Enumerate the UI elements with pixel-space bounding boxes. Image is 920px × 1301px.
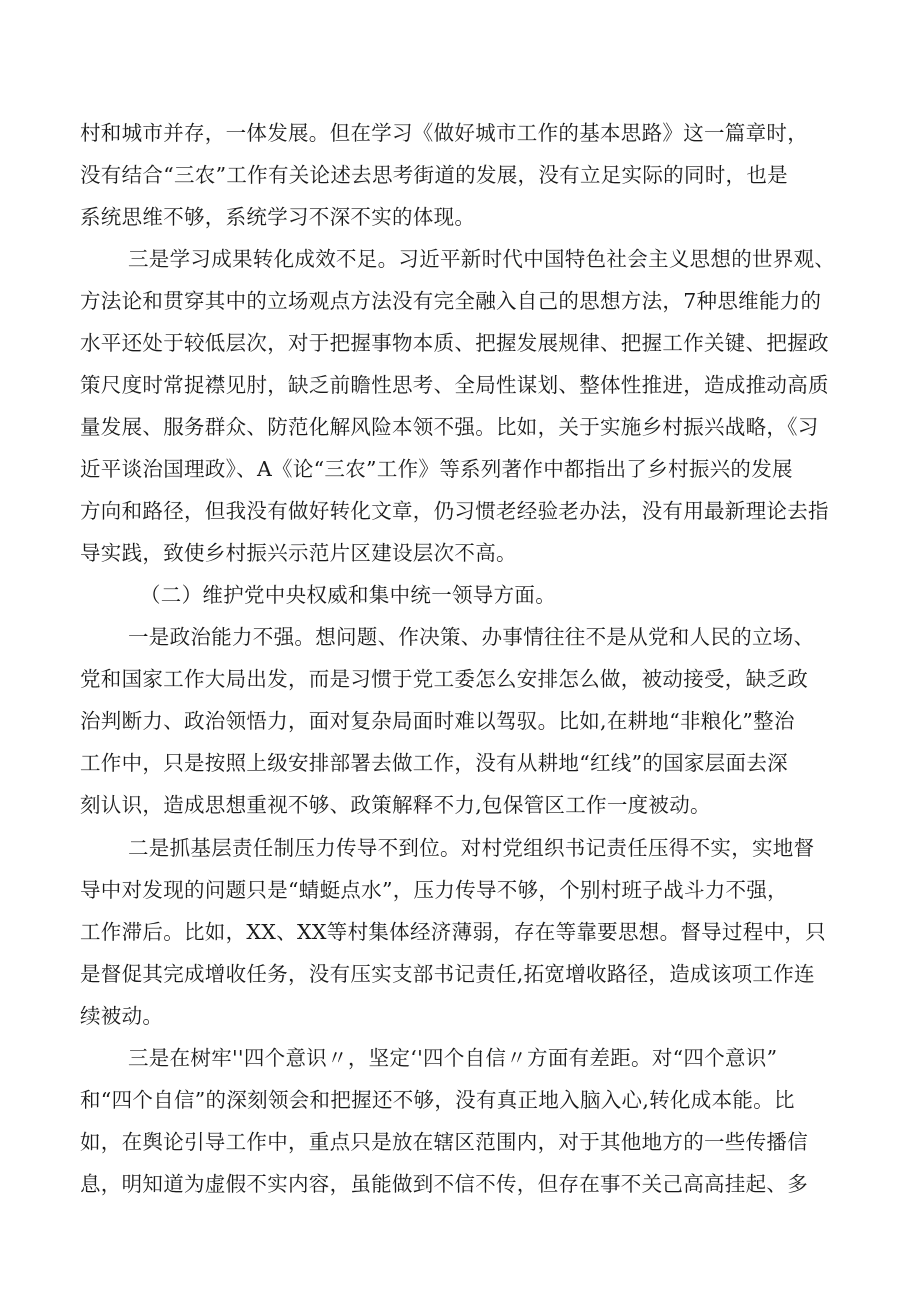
text-line: 如，在舆论引导工作中，重点只是放在辖区范围内，对于其他地方的一些传播信 [80,1130,808,1154]
text-line: 没有结合“三农”工作有关论述去思考街道的发展，没有立足实际的同时，也是 [80,163,788,187]
text-line: 刻认识，造成思想重视不够、政策解释不力,包保管区工作一度被动。 [80,793,711,817]
text-line: 和“四个自信”的深刻领会和把握还不够，没有真正地入脑入心,转化成本能。比 [80,1088,795,1112]
text-line: 是督促其完成增收任务，没有压实支部书记责任,拓宽增收路径，造成该项工作连 [80,962,815,986]
text-line: 工作中，只是按照上级安排部署去做工作，没有从耕地“红线”的国家层面去深 [80,751,788,775]
text-line: 续被动。 [80,1004,164,1028]
text-line: 党和国家工作大局出发，而是习惯于党工委怎么安排怎么做，被动接受，缺乏政 [80,667,808,691]
text-line: 村和城市并存，一体发展。但在学习《做好城市工作的基本思路》这一篇章时， [80,121,808,145]
text-line: 系统思维不够，系统学习不深不实的体现。 [80,205,476,229]
text-line: 息，明知道为虚假不实内容，虽能做到不信不传，但存在事不关己高高挂起、多 [80,1172,808,1196]
text-line: 三是在树牢''四个意识〃，坚定‘'四个自信〃方面有差距。对“四个意识” [128,1046,778,1070]
text-line: 一是政治能力不强。想问题、作决策、办事情往往不是从党和人民的立场、 [128,625,815,649]
text-line: 策尺度时常捉襟见肘，缺乏前瞻性思考、全局性谋划、整体性推进，造成推动高质 [80,373,829,397]
section-heading: （二）维护党中央权威和集中统一领导方面。 [140,583,556,607]
text-line: 三是学习成果转化成效不足。习近平新时代中国特色社会主义思想的世界观、 [128,247,836,271]
text-line: 方向和路径，但我没有做好转化文章，仍习惯老经验老办法，没有用最新理论去指 [80,499,829,523]
text-line: 导中对发现的问题只是“蜻蜓点水”，压力传导不够，个别村班子战斗力不强， [80,878,788,902]
text-line: 导实践，致使乡村振兴示范片区建设层次不高。 [80,541,517,565]
text-line: 二是抓基层责任制压力传导不到位。对村党组织书记责任压得不实，实地督 [128,836,815,860]
text-line: 治判断力、政治领悟力，面对复杂局面时难以驾驭。比如,在耕地“非粮化”整治 [80,709,795,733]
text-line: 水平还处于较低层次，对于把握事物本质、把握发展规律、把握工作关键、把握政 [80,331,829,355]
text-line: 近平谈治国理政》、A《论“三农”工作》等系列著作中都指出了乡村振兴的发展 [80,457,793,481]
text-line: 方法论和贯穿其中的立场观点方法没有完全融入自己的思想方法，7种思维能力的 [80,289,822,313]
text-line: 量发展、服务群众、防范化解风险本领不强。比如，关于实施乡村振兴战略，《习 [80,415,819,439]
text-line: 工作滞后。比如，XX、XX等村集体经济薄弱，存在等靠要思想。督导过程中，只 [80,920,826,944]
